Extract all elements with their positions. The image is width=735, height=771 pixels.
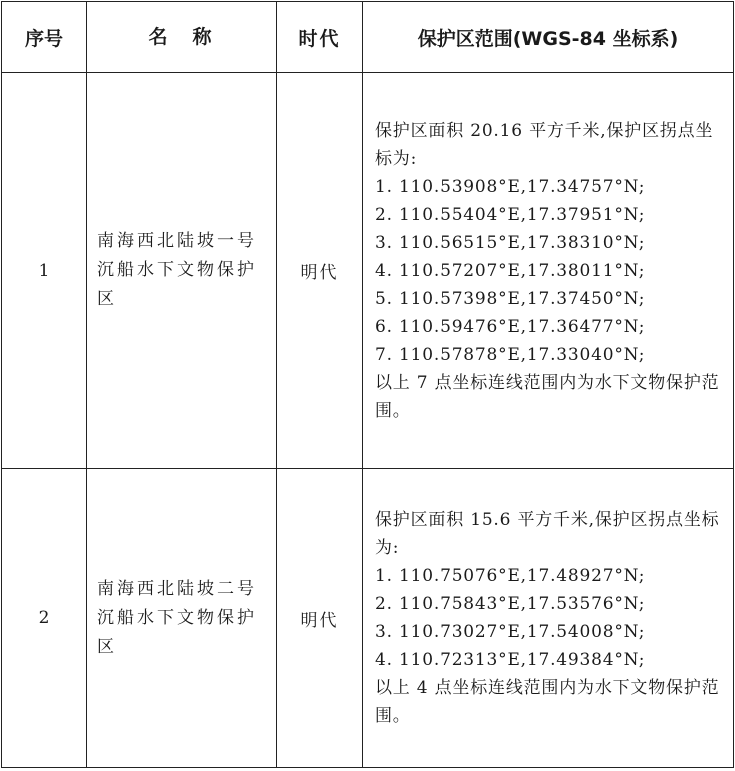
range-cell: [363, 469, 734, 768]
header-name: 名 称: [87, 2, 277, 73]
range-intro: 保护区面积 20.16 平方千米,保护区拐点坐标为:: [375, 120, 714, 169]
coordinate-point: 1. 110.53908°E,17.34757°N;: [375, 176, 646, 197]
coordinate-point: 2. 110.75843°E,17.53576°N;: [375, 594, 646, 614]
range-intro: 保护区面积 15.6 平方千米,保护区拐点坐标为:: [375, 510, 720, 558]
site-name: 南海西北陆坡二号沉船水下文物保护区: [87, 469, 277, 768]
row-number: 1: [2, 73, 87, 469]
header-no: 序号: [2, 2, 87, 73]
range-outro: 以上 4 点坐标连线范围内为水下文物保护范围。: [375, 678, 720, 726]
header-era: 时代: [277, 2, 363, 73]
coordinate-point: 7. 110.57878°E,17.33040°N;: [375, 344, 646, 365]
table-row: [2, 73, 734, 469]
coordinate-point: 6. 110.59476°E,17.36477°N;: [375, 316, 646, 337]
header-range: 保护区范围(WGS-84 坐标系): [363, 2, 734, 73]
coordinate-point: 3. 110.56515°E,17.38310°N;: [375, 232, 646, 253]
site-era: 明代: [277, 73, 363, 469]
coordinate-point: 1. 110.75076°E,17.48927°N;: [375, 566, 646, 586]
coordinate-point: 4. 110.57207°E,17.38011°N;: [375, 260, 646, 281]
range-outro: 以上 7 点坐标连线范围内为水下文物保护范围。: [375, 372, 720, 421]
site-name: 南海西北陆坡一号沉船水下文物保护区: [87, 73, 277, 469]
header-row: [2, 2, 734, 73]
site-era: 明代: [277, 469, 363, 768]
protected-area-table: [1, 1, 734, 768]
coordinate-point: 4. 110.72313°E,17.49384°N;: [375, 650, 646, 670]
coordinate-point: 3. 110.73027°E,17.54008°N;: [375, 622, 646, 642]
coordinate-point: 5. 110.57398°E,17.37450°N;: [375, 288, 646, 309]
coordinate-point: 2. 110.55404°E,17.37951°N;: [375, 204, 646, 225]
range-cell: [363, 73, 734, 469]
table-row: [2, 469, 734, 768]
row-number: 2: [2, 469, 87, 768]
